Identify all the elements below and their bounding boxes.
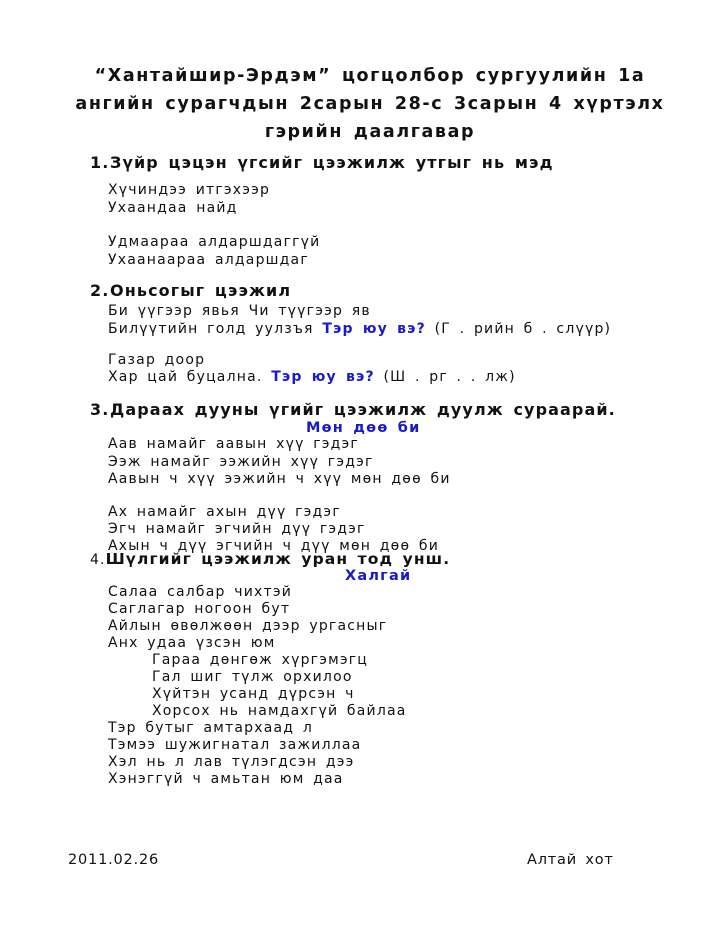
poem-line: Хорсох нь намдахгүй байлаа [152, 703, 407, 719]
song-line: Ахын ч дүү эгчийн ч дүү мөн дөө би [108, 538, 439, 554]
footer-date: 2011.02.26 [68, 852, 160, 868]
section-2-heading [90, 281, 291, 301]
song-line: Аав намайг аавын хүү гэдэг [108, 436, 359, 452]
footer-place: Алтай хот [527, 852, 614, 868]
section-1-line: Хүчиндээ итгэхээр [108, 182, 271, 198]
riddle-line: Газар доор [108, 352, 206, 368]
riddle-text: Хар цай буцална. [108, 369, 263, 385]
section-3-heading-text: Дараах дууны үгийг цээжилж дуулж сураарай. [110, 400, 616, 419]
section-1-heading [90, 153, 554, 173]
section-1-line: Ухаанаараа алдаршдаг [108, 252, 309, 268]
poem-line: Салаа салбар чихтэй [108, 584, 293, 600]
poem-line: Хүйтэн усанд дүрсэн ч [152, 686, 355, 702]
riddle-text: Билүүтийн голд уулзъя [108, 321, 314, 337]
riddle-hint: (Ш . рг . . лж) [383, 369, 516, 385]
section-4-heading-text: Шүлгийг цээжилж уран тод унш. [105, 550, 451, 568]
poem-line: Тэмээ шужигнатал зажиллаа [108, 737, 362, 753]
song-title: Мөн дөө би [306, 420, 421, 436]
section-1-line: Удмаараа алдаршдаггүй [108, 234, 321, 250]
section-1-line: Ухаандаа найд [108, 200, 238, 216]
poem-line: Хэл нь л лав түлэгдсэн дээ [108, 754, 355, 770]
riddle-line: Би үүгээр явья Чи түүгээр яв [108, 303, 371, 319]
poem-line: Тэр бутыг амтархаад л [108, 720, 313, 736]
poem-line: Айлын өвөлжөөн дээр ургасныг [108, 618, 388, 634]
song-line: Аавын ч хүү ээжийн ч хүү мөн дөө би [108, 471, 451, 487]
section-4-number: 4. [90, 552, 106, 568]
riddle-question: Тэр юу вэ? [271, 369, 375, 385]
section-3-number: 3. [90, 400, 110, 419]
song-line: Эгч намайг эгчийн дүү гэдэг [108, 521, 366, 537]
document-title: “Хантайшир-Эрдэм” цогцолбор сургуулийн 1а ангийн сурагчдын 2сарын 28-с 3сарын 4 хүртэлх гэрийн даалгавар [75, 66, 665, 142]
riddle-question: Тэр юу вэ? [322, 321, 426, 337]
section-1-heading-text: Зүйр цэцэн үгсийг цээжилж утгыг нь мэд [110, 153, 554, 172]
section-1-number: 1. [90, 153, 110, 172]
poem-line: Анх удаа үзсэн юм [108, 635, 276, 651]
song-line: Ах намайг ахын дүү гэдэг [108, 504, 341, 520]
riddle-line [108, 320, 611, 338]
poem-title: Халгай [345, 568, 412, 584]
section-2-number: 2. [90, 281, 110, 300]
riddle-hint: (Г . рийн б . слүүр) [434, 321, 612, 337]
section-3-heading [90, 400, 616, 420]
poem-line: Гал шиг түлж орхилоо [152, 669, 353, 685]
poem-line: Саглагар ногоон бут [108, 601, 291, 617]
poem-line: Гараа дөнгөж хүргэмэгц [152, 652, 369, 668]
section-2-heading-text: Оньсогыг цээжил [110, 281, 292, 300]
poem-line: Хэнэггүй ч амьтан юм даа [108, 771, 344, 787]
song-line: Ээж намайг ээжийн хүү гэдэг [108, 454, 374, 470]
riddle-line [108, 368, 516, 386]
